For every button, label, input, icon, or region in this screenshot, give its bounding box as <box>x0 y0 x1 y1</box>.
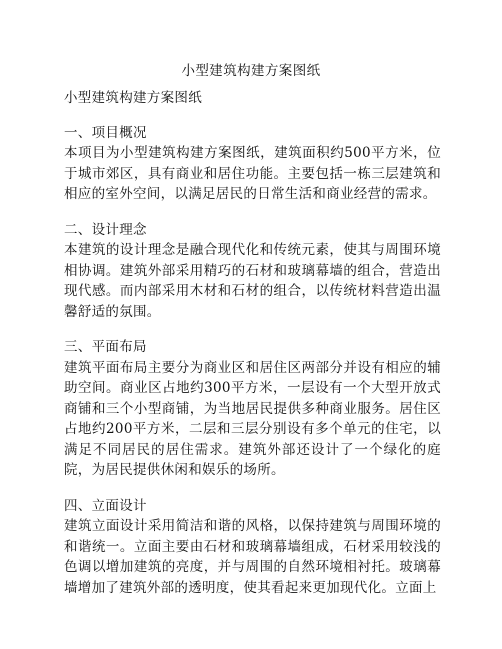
section-floor-plan <box>64 337 441 481</box>
document-title: 小型建筑构建方案图纸 <box>181 63 321 79</box>
section-elevation-design <box>64 496 441 599</box>
section-heading: 二、设计理念 <box>64 221 147 238</box>
section-paragraph: 建筑平面布局主要分为商业区和居住区两部分并设有相应的辅助空间。商业区占地约300平方米，一层设有一个大型开放式商铺和三个小型商铺，为当地居民提供多种商业服务。居住区占地约200平方米，二层和三层分别设有多个单元的住宅，以满足不同居民的居住需求。建筑外部还设计了一个绿化的庭院，为居民提供休闲和娱乐的场所。 <box>64 359 441 478</box>
section-heading: 三、平面布局 <box>64 339 147 355</box>
section-heading: 一、项目概况 <box>64 124 147 141</box>
section-paragraph: 建筑立面设计采用简洁和谐的风格，以保持建筑与周围环境的和谐统一。立面主要由石材和玻璃幕墙组成，石材采用较浅的色调以增加建筑的亮度，并与周围的自然环境相衬托。玻璃幕墙增加了建筑外部的透明度，使其看起来更加现代化。立面上 <box>64 518 441 596</box>
document-body <box>64 88 441 613</box>
section-paragraph: 本项目为小型建筑构建方案图纸，建筑面积约500平方米，位于城市郊区，具有商业和居住功能。主要包括一栋三层建筑和相应的室外空间，以满足居民的日常生活和商业经营的需求。 <box>64 145 441 202</box>
section-paragraph: 本建筑的设计理念是融合现代化和传统元素，使其与周围环境相协调。建筑外部采用精巧的石材和玻璃幕墙的组合，营造出现代感。而内部采用木材和石材的组合，以传统材料营造出温馨舒适的氛围。 <box>64 242 441 320</box>
section-project-overview <box>64 123 441 205</box>
section-heading: 四、立面设计 <box>64 497 147 514</box>
section-design-concept <box>64 220 441 323</box>
document-subtitle: 小型建筑构建方案图纸 <box>64 90 202 106</box>
